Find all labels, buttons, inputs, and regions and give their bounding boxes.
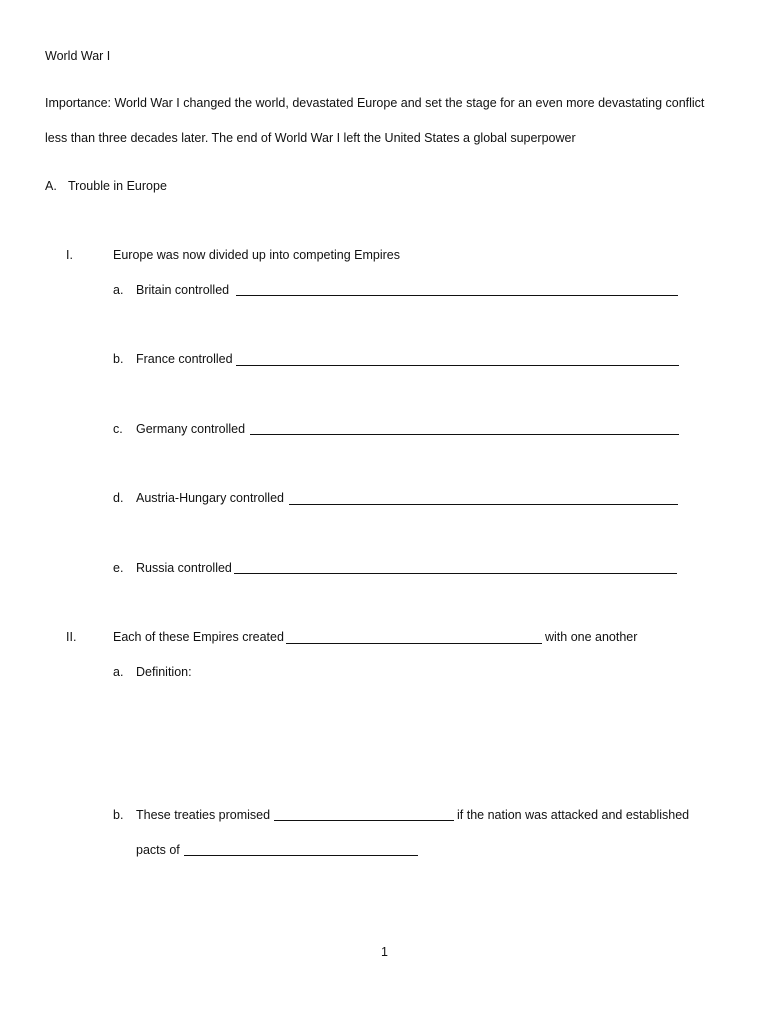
- germany-controlled-blank[interactable]: [250, 434, 679, 435]
- subitem-2b-text-after: if the nation was attacked and established: [457, 808, 690, 822]
- subitem-1e-label: Russia controlled: [136, 561, 232, 575]
- subitem-1c-marker: c.: [113, 422, 123, 436]
- russia-controlled-blank[interactable]: [234, 573, 677, 574]
- empires-created-blank[interactable]: [286, 643, 542, 644]
- item-1-numeral: I.: [66, 248, 73, 262]
- subitem-1c-label: Germany controlled: [136, 422, 246, 436]
- subitem-1b-marker: b.: [113, 352, 124, 366]
- importance-line-1: Importance: World War I changed the world, devastated Europe and set the stage for an even more devastating conflict: [45, 96, 705, 110]
- treaties-promised-blank[interactable]: [274, 820, 454, 821]
- subitem-1d-marker: d.: [113, 491, 124, 505]
- subitem-2a-marker: a.: [113, 665, 124, 679]
- section-a-marker: A.: [45, 179, 57, 193]
- importance-line-2: less than three decades later. The end of World War I left the United States a global superpower: [45, 131, 576, 145]
- item-2-text-before: Each of these Empires created: [113, 630, 284, 644]
- subitem-2b-label: These treaties promised: [136, 808, 271, 822]
- france-controlled-blank[interactable]: [236, 365, 679, 366]
- page-number: 1: [381, 945, 388, 959]
- subitem-1a-label: Britain controlled: [136, 283, 230, 297]
- austria-hungary-controlled-blank[interactable]: [289, 504, 678, 505]
- item-1-text: Europe was now divided up into competing Empires: [113, 248, 400, 262]
- pacts-of-blank[interactable]: [184, 855, 418, 856]
- britain-controlled-blank[interactable]: [236, 295, 678, 296]
- document-title: World War I: [45, 49, 111, 63]
- subitem-1e-marker: e.: [113, 561, 124, 575]
- subitem-1b-label: France controlled: [136, 352, 233, 366]
- item-2-numeral: II.: [66, 630, 77, 644]
- subitem-2a-label: Definition:: [136, 665, 192, 679]
- section-a-heading: Trouble in Europe: [68, 179, 167, 193]
- item-2-text-after: with one another: [545, 630, 638, 644]
- subitem-1a-marker: a.: [113, 283, 124, 297]
- subitem-2b-marker: b.: [113, 808, 124, 822]
- subitem-1d-label: Austria-Hungary controlled: [136, 491, 284, 505]
- pacts-of-label: pacts of: [136, 843, 180, 857]
